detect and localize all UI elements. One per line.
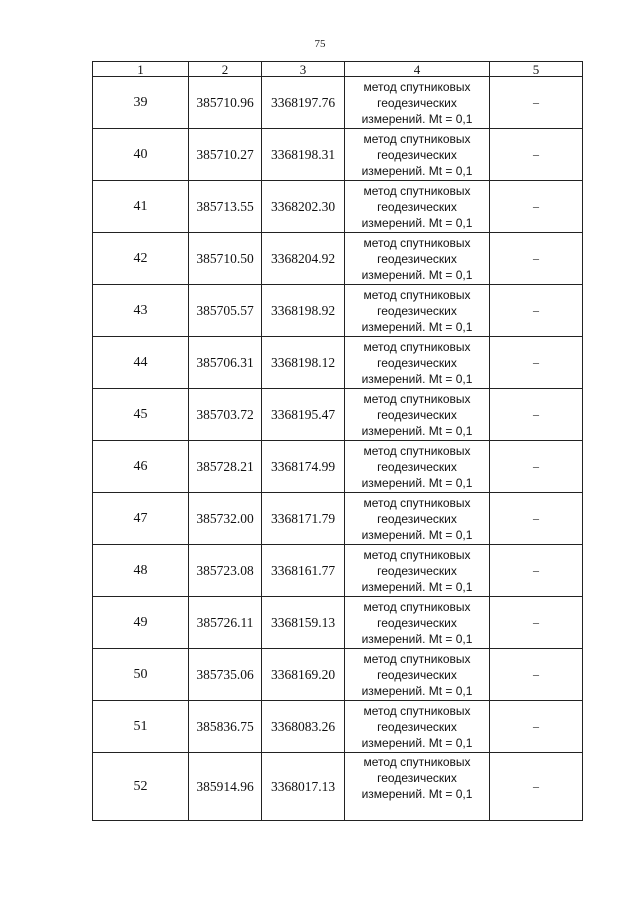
y-coordinate-cell: 3368198.92 bbox=[262, 285, 345, 337]
page-number: 75 bbox=[314, 38, 326, 50]
method-line: метод спутниковых bbox=[363, 131, 471, 146]
method-line: метод спутниковых bbox=[363, 547, 471, 562]
method-cell bbox=[345, 493, 490, 545]
method-line: метод спутниковых bbox=[363, 391, 471, 406]
method-line: измерений. Mt = 0,1 bbox=[361, 475, 473, 490]
method-line: метод спутниковых bbox=[363, 79, 471, 94]
x-coordinate-cell: 385836.75 bbox=[189, 701, 262, 753]
method-line: геодезических bbox=[377, 199, 457, 214]
method-line: метод спутниковых bbox=[363, 495, 471, 510]
method-line: геодезических bbox=[377, 615, 457, 630]
column-header-1: 1 bbox=[93, 62, 189, 77]
note-cell: – bbox=[490, 233, 583, 285]
method-line: измерений. Mt = 0,1 bbox=[361, 319, 473, 334]
method-cell bbox=[345, 337, 490, 389]
method-cell bbox=[345, 389, 490, 441]
note-cell: – bbox=[490, 77, 583, 129]
point-number-cell: 44 bbox=[93, 337, 189, 389]
note-cell: – bbox=[490, 753, 583, 821]
method-line: измерений. Mt = 0,1 bbox=[361, 163, 473, 178]
y-coordinate-cell: 3368198.12 bbox=[262, 337, 345, 389]
column-header-4: 4 bbox=[345, 62, 490, 77]
method-cell bbox=[345, 701, 490, 753]
coordinates-table bbox=[92, 61, 583, 821]
note-cell: – bbox=[490, 389, 583, 441]
point-number-cell: 48 bbox=[93, 545, 189, 597]
method-cell bbox=[345, 441, 490, 493]
point-number-cell: 40 bbox=[93, 129, 189, 181]
table-row bbox=[93, 233, 583, 285]
x-coordinate-cell: 385710.50 bbox=[189, 233, 262, 285]
note-cell: – bbox=[490, 701, 583, 753]
note-cell: – bbox=[490, 441, 583, 493]
y-coordinate-cell: 3368198.31 bbox=[262, 129, 345, 181]
y-coordinate-cell: 3368204.92 bbox=[262, 233, 345, 285]
note-cell: – bbox=[490, 129, 583, 181]
method-cell bbox=[345, 77, 490, 129]
note-cell: – bbox=[490, 337, 583, 389]
method-line: геодезических bbox=[377, 95, 457, 110]
x-coordinate-cell: 385713.55 bbox=[189, 181, 262, 233]
note-cell: – bbox=[490, 597, 583, 649]
table-row bbox=[93, 181, 583, 233]
method-line: метод спутниковых bbox=[363, 183, 471, 198]
y-coordinate-cell: 3368174.99 bbox=[262, 441, 345, 493]
table-row bbox=[93, 285, 583, 337]
table-row bbox=[93, 545, 583, 597]
point-number-cell: 45 bbox=[93, 389, 189, 441]
point-number-cell: 52 bbox=[93, 753, 189, 821]
table-row bbox=[93, 649, 583, 701]
method-line: измерений. Mt = 0,1 bbox=[361, 631, 473, 646]
method-line: геодезических bbox=[377, 303, 457, 318]
method-line: геодезических bbox=[377, 667, 457, 682]
method-line: метод спутниковых bbox=[363, 599, 471, 614]
method-cell bbox=[345, 649, 490, 701]
point-number-cell: 49 bbox=[93, 597, 189, 649]
point-number-cell: 41 bbox=[93, 181, 189, 233]
method-line: геодезических bbox=[377, 251, 457, 266]
method-cell bbox=[345, 233, 490, 285]
point-number-cell: 46 bbox=[93, 441, 189, 493]
x-coordinate-cell: 385706.31 bbox=[189, 337, 262, 389]
point-number-cell: 51 bbox=[93, 701, 189, 753]
method-line: метод спутниковых bbox=[363, 755, 471, 769]
table-row bbox=[93, 753, 583, 821]
table-header-row bbox=[93, 62, 583, 77]
method-line: геодезических bbox=[377, 459, 457, 474]
method-line: геодезических bbox=[377, 771, 457, 785]
method-line: измерений. Mt = 0,1 bbox=[361, 215, 473, 230]
note-cell: – bbox=[490, 545, 583, 597]
note-cell: – bbox=[490, 649, 583, 701]
method-line: метод спутниковых bbox=[363, 703, 471, 718]
method-line: метод спутниковых bbox=[363, 443, 471, 458]
method-line: метод спутниковых bbox=[363, 287, 471, 302]
method-line: метод спутниковых bbox=[363, 651, 471, 666]
table-row bbox=[93, 441, 583, 493]
method-line: измерений. Mt = 0,1 bbox=[361, 787, 473, 801]
method-line: геодезических bbox=[377, 511, 457, 526]
point-number-cell: 42 bbox=[93, 233, 189, 285]
x-coordinate-cell: 385723.08 bbox=[189, 545, 262, 597]
method-line: метод спутниковых bbox=[363, 339, 471, 354]
x-coordinate-cell: 385728.21 bbox=[189, 441, 262, 493]
table-row bbox=[93, 597, 583, 649]
column-header-3: 3 bbox=[262, 62, 345, 77]
x-coordinate-cell: 385914.96 bbox=[189, 753, 262, 821]
method-line: геодезических bbox=[377, 719, 457, 734]
note-cell: – bbox=[490, 181, 583, 233]
method-line: метод спутниковых bbox=[363, 235, 471, 250]
method-line: геодезических bbox=[377, 407, 457, 422]
method-line: геодезических bbox=[377, 147, 457, 162]
table-row bbox=[93, 389, 583, 441]
x-coordinate-cell: 385732.00 bbox=[189, 493, 262, 545]
method-line: измерений. Mt = 0,1 bbox=[361, 267, 473, 282]
method-cell bbox=[345, 597, 490, 649]
y-coordinate-cell: 3368017.13 bbox=[262, 753, 345, 821]
method-line: измерений. Mt = 0,1 bbox=[361, 371, 473, 386]
x-coordinate-cell: 385735.06 bbox=[189, 649, 262, 701]
y-coordinate-cell: 3368083.26 bbox=[262, 701, 345, 753]
x-coordinate-cell: 385710.96 bbox=[189, 77, 262, 129]
y-coordinate-cell: 3368159.13 bbox=[262, 597, 345, 649]
method-cell bbox=[345, 545, 490, 597]
method-line: геодезических bbox=[377, 355, 457, 370]
table-row bbox=[93, 493, 583, 545]
y-coordinate-cell: 3368202.30 bbox=[262, 181, 345, 233]
x-coordinate-cell: 385703.72 bbox=[189, 389, 262, 441]
table-row bbox=[93, 337, 583, 389]
y-coordinate-cell: 3368195.47 bbox=[262, 389, 345, 441]
point-number-cell: 39 bbox=[93, 77, 189, 129]
method-line: измерений. Mt = 0,1 bbox=[361, 111, 473, 126]
method-cell bbox=[345, 285, 490, 337]
y-coordinate-cell: 3368169.20 bbox=[262, 649, 345, 701]
note-cell: – bbox=[490, 493, 583, 545]
table-body bbox=[93, 77, 583, 821]
note-cell: – bbox=[490, 285, 583, 337]
point-number-cell: 43 bbox=[93, 285, 189, 337]
table-row bbox=[93, 77, 583, 129]
method-line: измерений. Mt = 0,1 bbox=[361, 735, 473, 750]
method-line: измерений. Mt = 0,1 bbox=[361, 423, 473, 438]
method-cell bbox=[345, 753, 490, 821]
method-line: измерений. Mt = 0,1 bbox=[361, 579, 473, 594]
column-header-2: 2 bbox=[189, 62, 262, 77]
method-line: геодезических bbox=[377, 563, 457, 578]
point-number-cell: 50 bbox=[93, 649, 189, 701]
method-line: измерений. Mt = 0,1 bbox=[361, 683, 473, 698]
method-cell bbox=[345, 129, 490, 181]
point-number-cell: 47 bbox=[93, 493, 189, 545]
method-cell bbox=[345, 181, 490, 233]
table-row bbox=[93, 129, 583, 181]
method-line: измерений. Mt = 0,1 bbox=[361, 527, 473, 542]
y-coordinate-cell: 3368161.77 bbox=[262, 545, 345, 597]
y-coordinate-cell: 3368197.76 bbox=[262, 77, 345, 129]
column-header-5: 5 bbox=[490, 62, 583, 77]
x-coordinate-cell: 385726.11 bbox=[189, 597, 262, 649]
y-coordinate-cell: 3368171.79 bbox=[262, 493, 345, 545]
table-row bbox=[93, 701, 583, 753]
x-coordinate-cell: 385705.57 bbox=[189, 285, 262, 337]
x-coordinate-cell: 385710.27 bbox=[189, 129, 262, 181]
